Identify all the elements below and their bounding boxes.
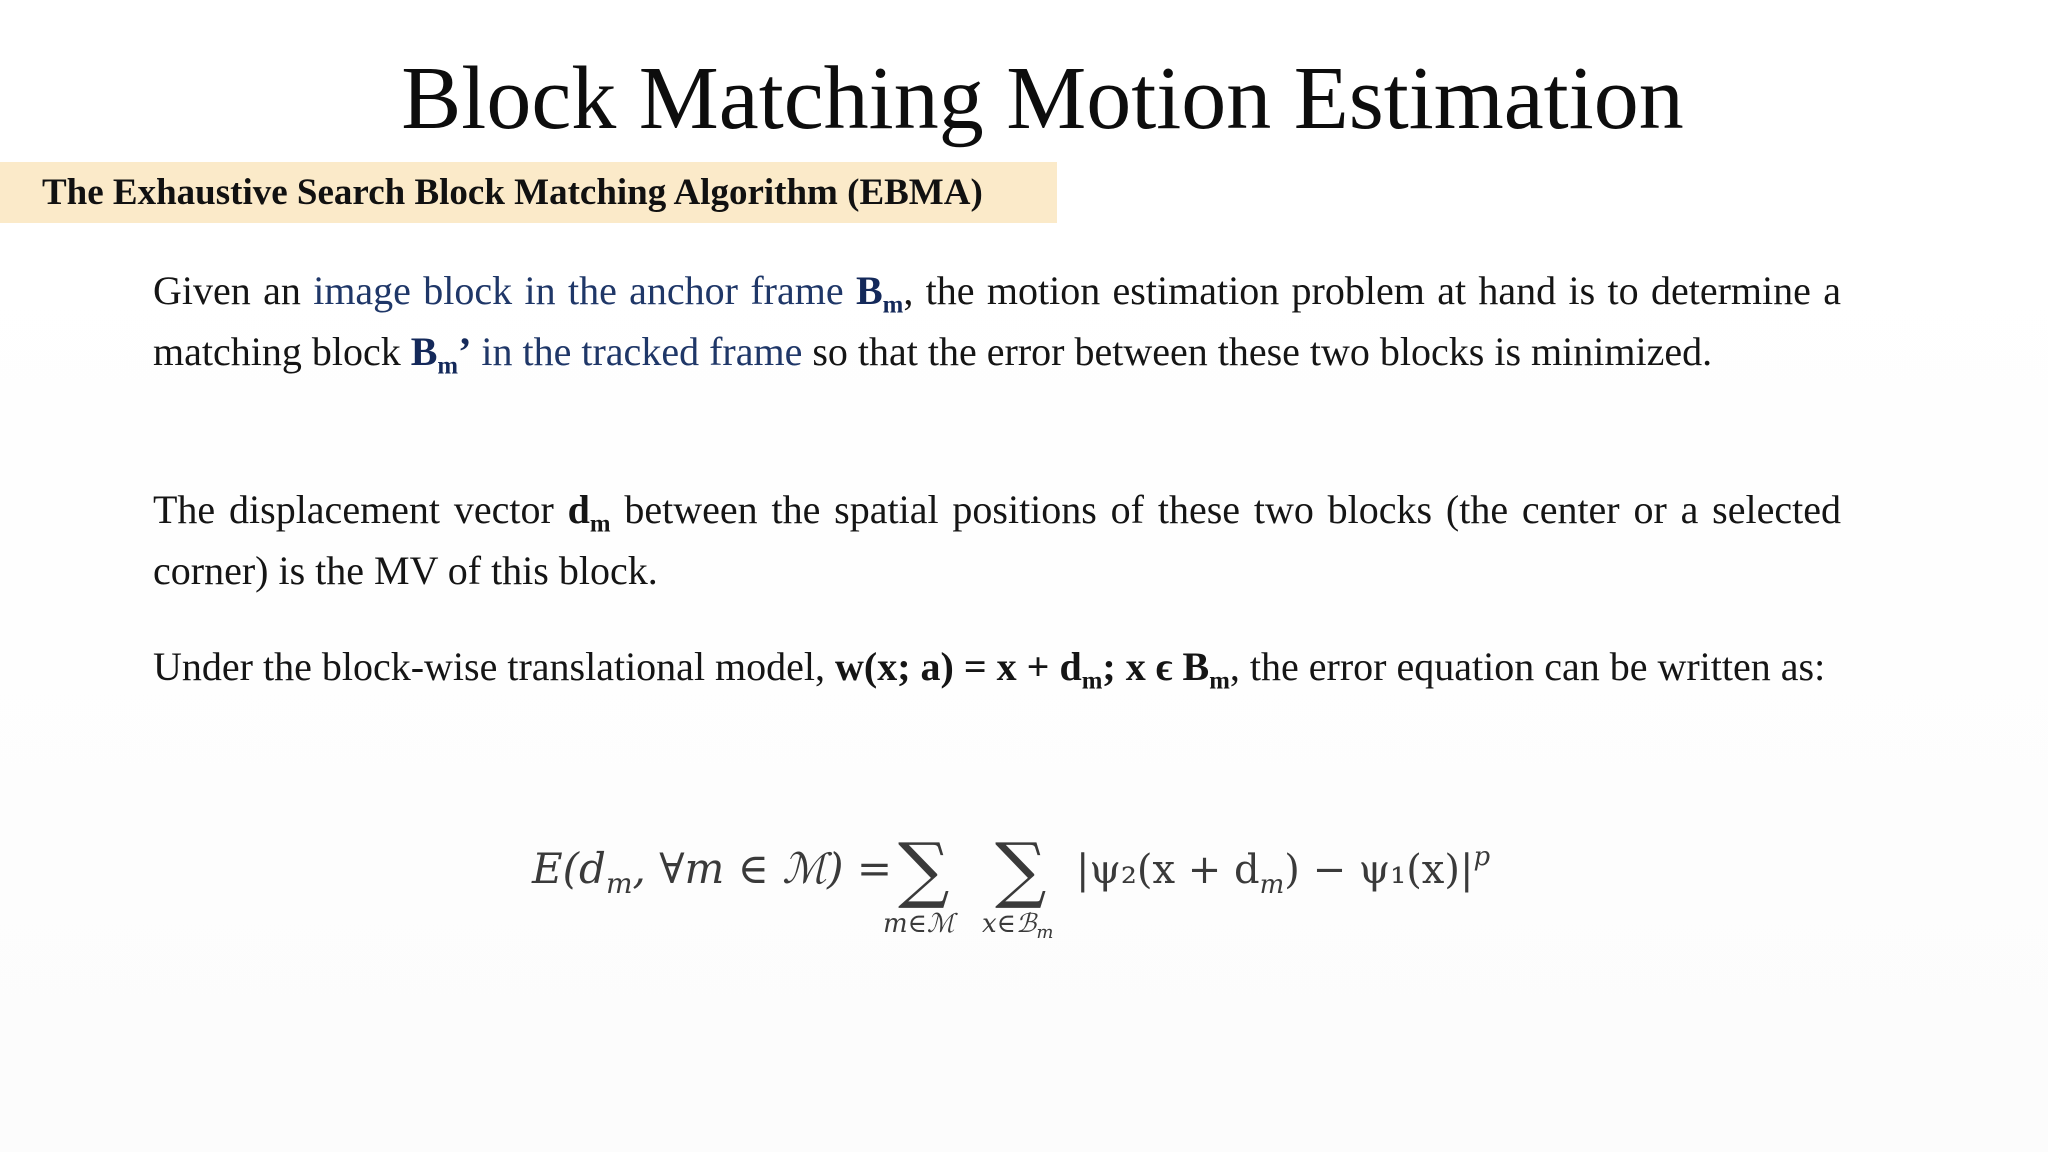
p1-text-2: , the motion estimation problem at hand is to determine a matching block — [153, 268, 1842, 374]
paragraph-translational-model — [153, 636, 1841, 697]
p2-text-2: between the spatial positions of these two blocks (the center or a selected corner) is the MV of this block. — [153, 487, 1841, 593]
p3-text-1: Under the block-wise translational model, — [153, 644, 836, 689]
error-equation — [0, 800, 2048, 960]
p2-vector-symbol — [567, 487, 611, 538]
paragraph-problem-statement — [153, 260, 1841, 382]
p1-tracked-frame-phrase: in the tracked frame — [471, 329, 803, 374]
eq-lhs: $E(d_m$, ∀m ∈ ℳ) = — [532, 844, 893, 900]
p3-formula-sub-1: m — [1081, 667, 1103, 695]
p1-matching-block-prime: ’ — [458, 329, 472, 374]
p2-text-1: The displacement vector — [153, 487, 568, 532]
p1-block-letter: B — [855, 268, 883, 313]
p1-block-symbol — [855, 268, 904, 319]
eq-sum-2: ∑ — [995, 827, 1047, 911]
section-banner — [0, 162, 1057, 223]
eq-rhs: $|\psi_2(x + d_m) - \psi_1(x)|^p$ — [1076, 842, 1491, 900]
p1-matching-block-subscript: m — [437, 352, 459, 380]
p3-formula-part-1: w(x; a) = x + d — [835, 644, 1082, 689]
p1-text-3: so that the error between these two blocks is minimized. — [802, 329, 1713, 374]
p1-anchor-frame-phrase: image block in the anchor frame — [313, 268, 844, 313]
p2-vector-letter: d — [567, 487, 590, 532]
p2-vector-subscript: m — [589, 510, 611, 538]
p1-matching-block-symbol — [410, 329, 472, 380]
p3-formula-sub-2: m — [1209, 667, 1230, 695]
p1-text-1: Given an — [153, 268, 314, 313]
section-heading: The Exhaustive Search Block Matching Algorithm (EBMA) — [42, 172, 983, 213]
p3-model-formula — [835, 644, 1230, 695]
eq-sum-1: ∑ — [898, 827, 950, 911]
p3-formula-part-2: ; x ϵ B — [1102, 644, 1210, 689]
slide-title: Block Matching Motion Estimation — [401, 49, 1684, 148]
p1-matching-block-letter: B — [410, 329, 438, 374]
eq-sum-2-limit: x∈ℬ$_m$ — [982, 909, 1054, 943]
paragraph-displacement-vector — [153, 479, 1841, 601]
eq-sum-1-limit: m∈ℳ — [883, 909, 955, 939]
p3-text-2: , the error equation can be written as: — [1229, 644, 1826, 689]
p1-block-subscript: m — [882, 291, 904, 319]
error-equation-graphic — [0, 800, 2048, 960]
